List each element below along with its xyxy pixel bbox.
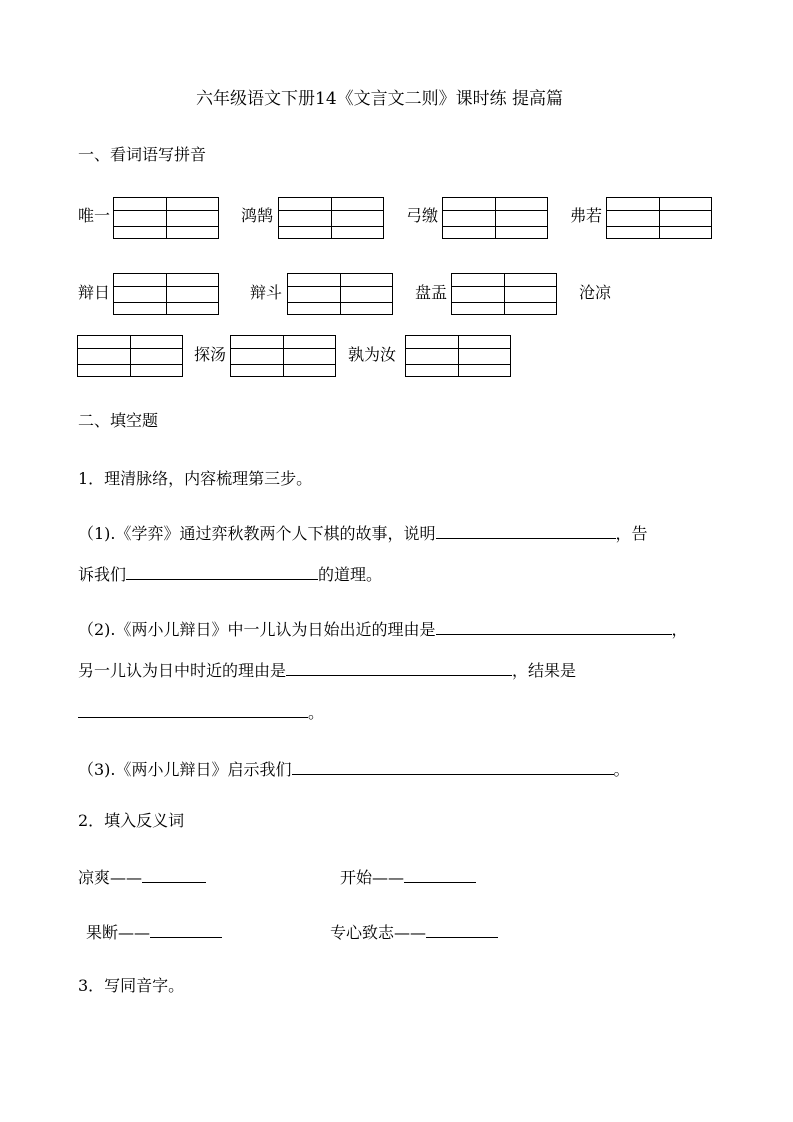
word-7: 盘盂	[415, 283, 448, 302]
q1-part1-text-c: 诉我们	[78, 565, 127, 584]
answer-blank[interactable]	[286, 659, 512, 676]
answer-blank[interactable]	[78, 701, 308, 718]
antonym-item-4	[330, 921, 498, 943]
q1-part3-text-b: 。	[613, 760, 630, 779]
answer-blank[interactable]	[126, 563, 318, 580]
pinyin-box-8[interactable]	[77, 335, 183, 377]
antonym-word: 凉爽——	[78, 868, 143, 887]
q1-label: 1．理清脉络，内容梳理第三步。	[78, 469, 313, 488]
answer-blank[interactable]	[426, 921, 498, 938]
q1-part3-text-a: （3).《两小儿辩日》启示我们	[78, 760, 292, 779]
q1-part1-line2	[78, 563, 382, 585]
section1-heading: 一、看词语写拼音	[78, 145, 207, 164]
q1-part1-text-a: （1).《学弈》通过弈秋教两个人下棋的故事，说明	[78, 524, 436, 543]
pinyin-box-1[interactable]	[113, 197, 219, 239]
word-8: 沧凉	[579, 283, 612, 302]
answer-blank[interactable]	[404, 866, 476, 883]
antonym-item-3	[86, 921, 222, 943]
q1-part2-line3	[78, 701, 324, 723]
word-3: 弓缴	[406, 206, 439, 225]
answer-blank[interactable]	[292, 758, 614, 775]
q3-label: 3．写同音字。	[78, 976, 185, 995]
antonym-item-1	[78, 866, 206, 888]
q1-part1-text-b: ，告	[615, 524, 648, 543]
pinyin-box-3[interactable]	[442, 197, 548, 239]
pinyin-box-4[interactable]	[606, 197, 712, 239]
answer-blank[interactable]	[142, 866, 206, 883]
antonym-word: 开始——	[340, 868, 405, 887]
pinyin-box-2[interactable]	[278, 197, 384, 239]
q1-part3-line	[78, 758, 630, 780]
antonym-item-2	[340, 866, 476, 888]
antonym-word: 果断——	[86, 923, 151, 942]
q1-part1-line1	[78, 522, 648, 544]
answer-blank[interactable]	[150, 921, 222, 938]
q2-label: 2．填入反义词	[78, 811, 185, 830]
section2-heading: 二、填空题	[78, 411, 159, 430]
q1-part2-text-a: （2).《两小儿辩日》中一儿认为日始出近的理由是	[78, 620, 436, 639]
word-4: 弗若	[570, 206, 603, 225]
page-title: 六年级语文下册14《文言文二则》课时练 提高篇	[196, 89, 564, 109]
word-10: 孰为汝	[348, 345, 397, 364]
q1-part2-text-d: ，结果是	[512, 661, 577, 680]
pinyin-box-7[interactable]	[451, 273, 557, 315]
q1-part2-text-b: ，	[671, 620, 688, 639]
pinyin-box-10[interactable]	[405, 335, 511, 377]
q1-part2-text-c: 另一儿认为日中时近的理由是	[78, 661, 287, 680]
answer-blank[interactable]	[436, 618, 672, 635]
pinyin-box-6[interactable]	[287, 273, 393, 315]
antonym-word: 专心致志——	[330, 923, 427, 942]
pinyin-box-5[interactable]	[113, 273, 219, 315]
word-2: 鸿鹄	[241, 206, 274, 225]
word-9: 探汤	[194, 345, 227, 364]
word-5: 辩日	[78, 283, 111, 302]
word-1: 唯一	[78, 206, 111, 225]
q1-part2-line1	[78, 618, 688, 640]
q1-part1-text-d: 的道理。	[318, 565, 383, 584]
q1-part2-text-e: 。	[308, 703, 325, 722]
answer-blank[interactable]	[436, 522, 616, 539]
pinyin-box-9[interactable]	[230, 335, 336, 377]
q1-part2-line2	[78, 659, 576, 681]
word-6: 辩斗	[250, 283, 283, 302]
